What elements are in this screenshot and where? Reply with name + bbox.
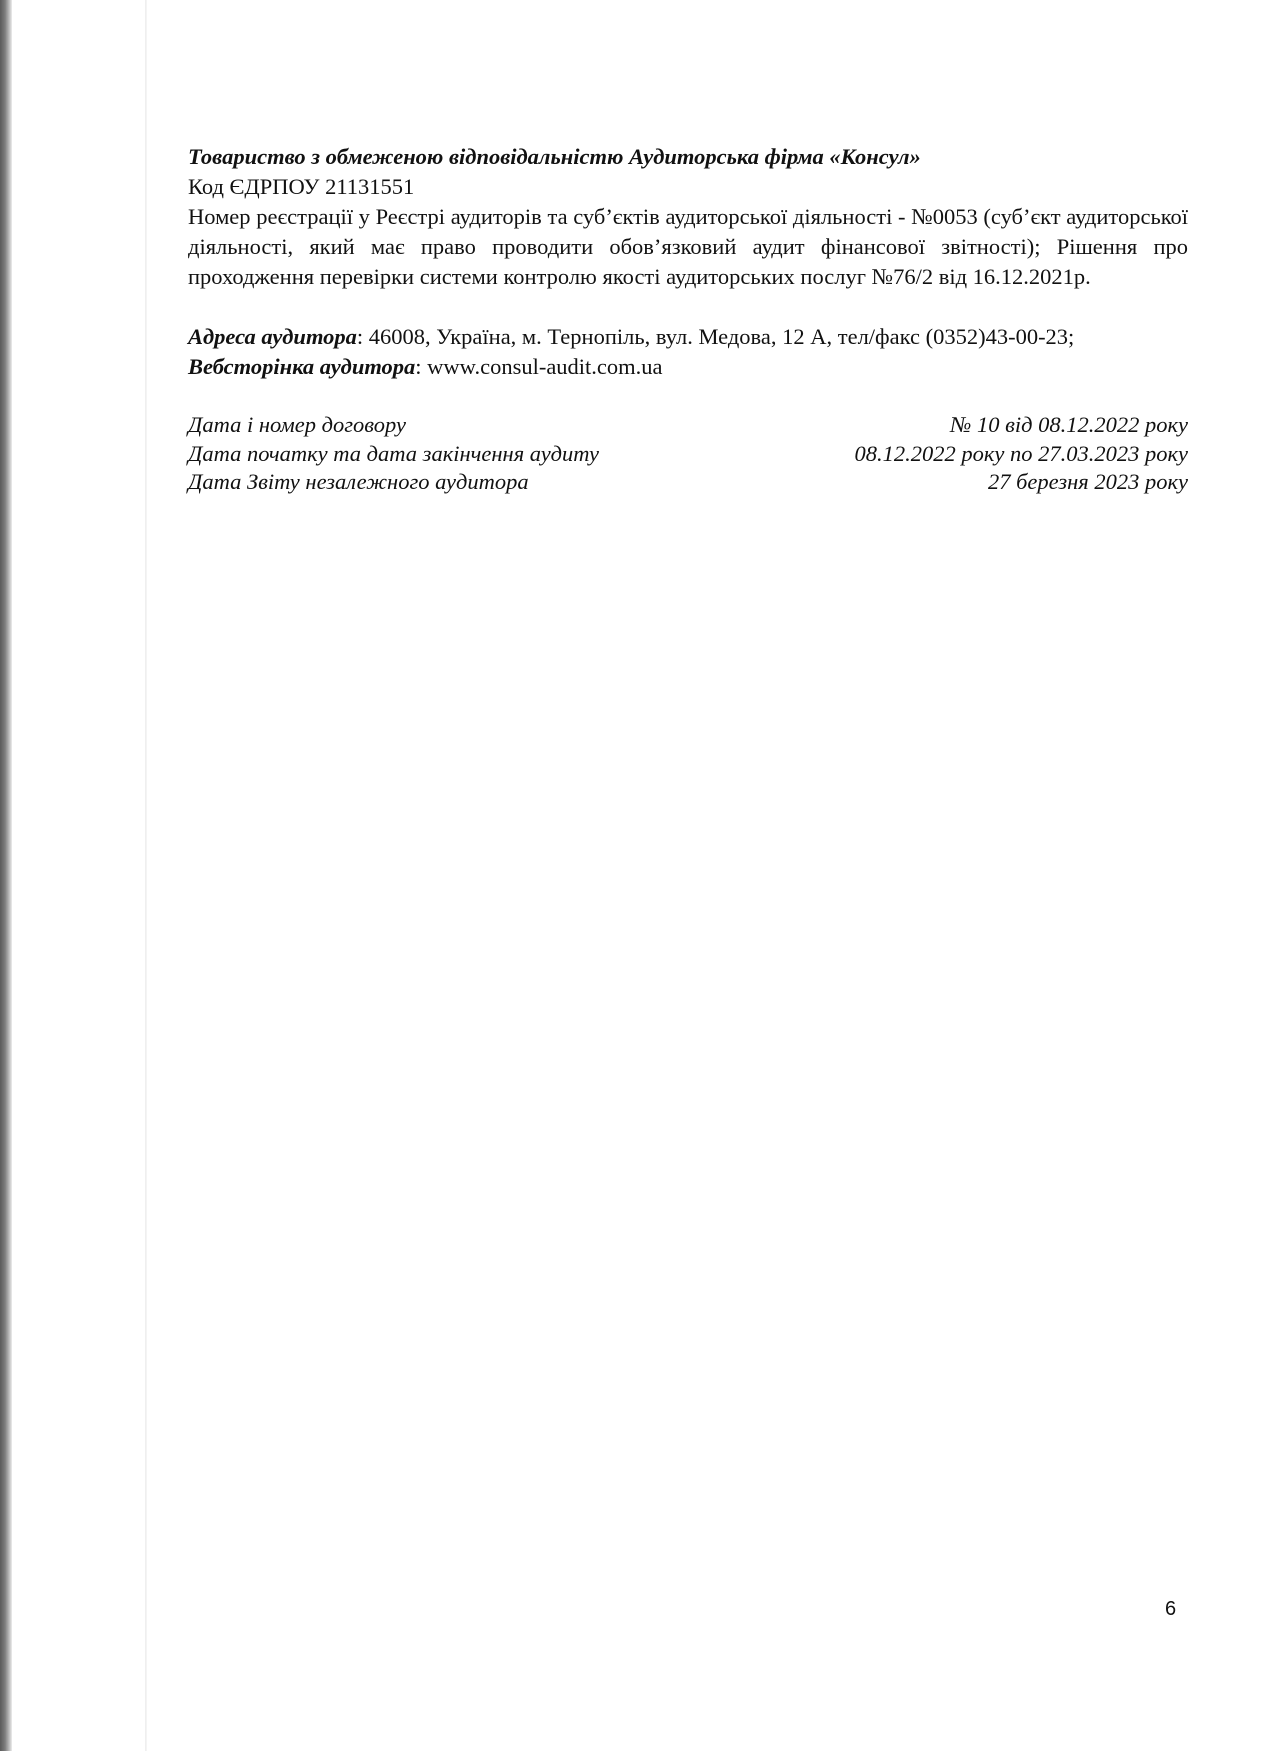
detail-label: Дата початку та дата закінчення аудиту	[188, 440, 599, 466]
auditor-contacts	[188, 322, 1188, 382]
detail-row-report-date	[188, 468, 1188, 497]
audit-details	[188, 411, 1188, 497]
auditor-header	[188, 142, 1188, 292]
website-label: Вебсторінка аудитора	[188, 354, 416, 379]
detail-row-contract	[188, 411, 1188, 440]
detail-row-audit-period	[188, 440, 1188, 469]
scan-fold-line	[145, 0, 147, 1751]
scan-edge-shadow	[0, 0, 12, 1751]
registry-text: Номер реєстрації у Реєстрі аудиторів та суб’єктів аудиторської діяльності - №0053 (суб’єкт аудиторської діяльності, який має право проводити обов’язковий аудит фінансової звітності); Рішення про проходження перевірки системи контролю якості аудиторських послуг №76/2 від 16.12.2021р.	[188, 204, 1188, 289]
website-value: : www.consul-audit.com.ua	[415, 354, 663, 379]
detail-value: 27 березня 2023 року	[987, 469, 1188, 494]
address-value: : 46008, Україна, м. Тернопіль, вул. Медова, 12 А, тел/факс (0352)43-00-23;	[356, 324, 1075, 349]
detail-label: Дата Звіту незалежного аудитора	[188, 469, 529, 494]
firm-name: Товариство з обмеженою відповідальністю Аудиторська фірма «Консул»	[188, 144, 921, 169]
detail-value: № 10 від 08.12.2022 року	[950, 412, 1188, 437]
detail-label: Дата і номер договору	[188, 412, 406, 437]
page-number: 6	[1165, 1598, 1177, 1620]
address-label: Адреса аудитора	[188, 324, 357, 349]
edrpou-code: Код ЄДРПОУ 21131551	[188, 174, 415, 199]
address-line	[188, 322, 1188, 352]
website-line	[188, 352, 1188, 382]
detail-value: 08.12.2022 року по 27.03.2023 року	[854, 440, 1188, 466]
document-body	[188, 142, 1188, 497]
